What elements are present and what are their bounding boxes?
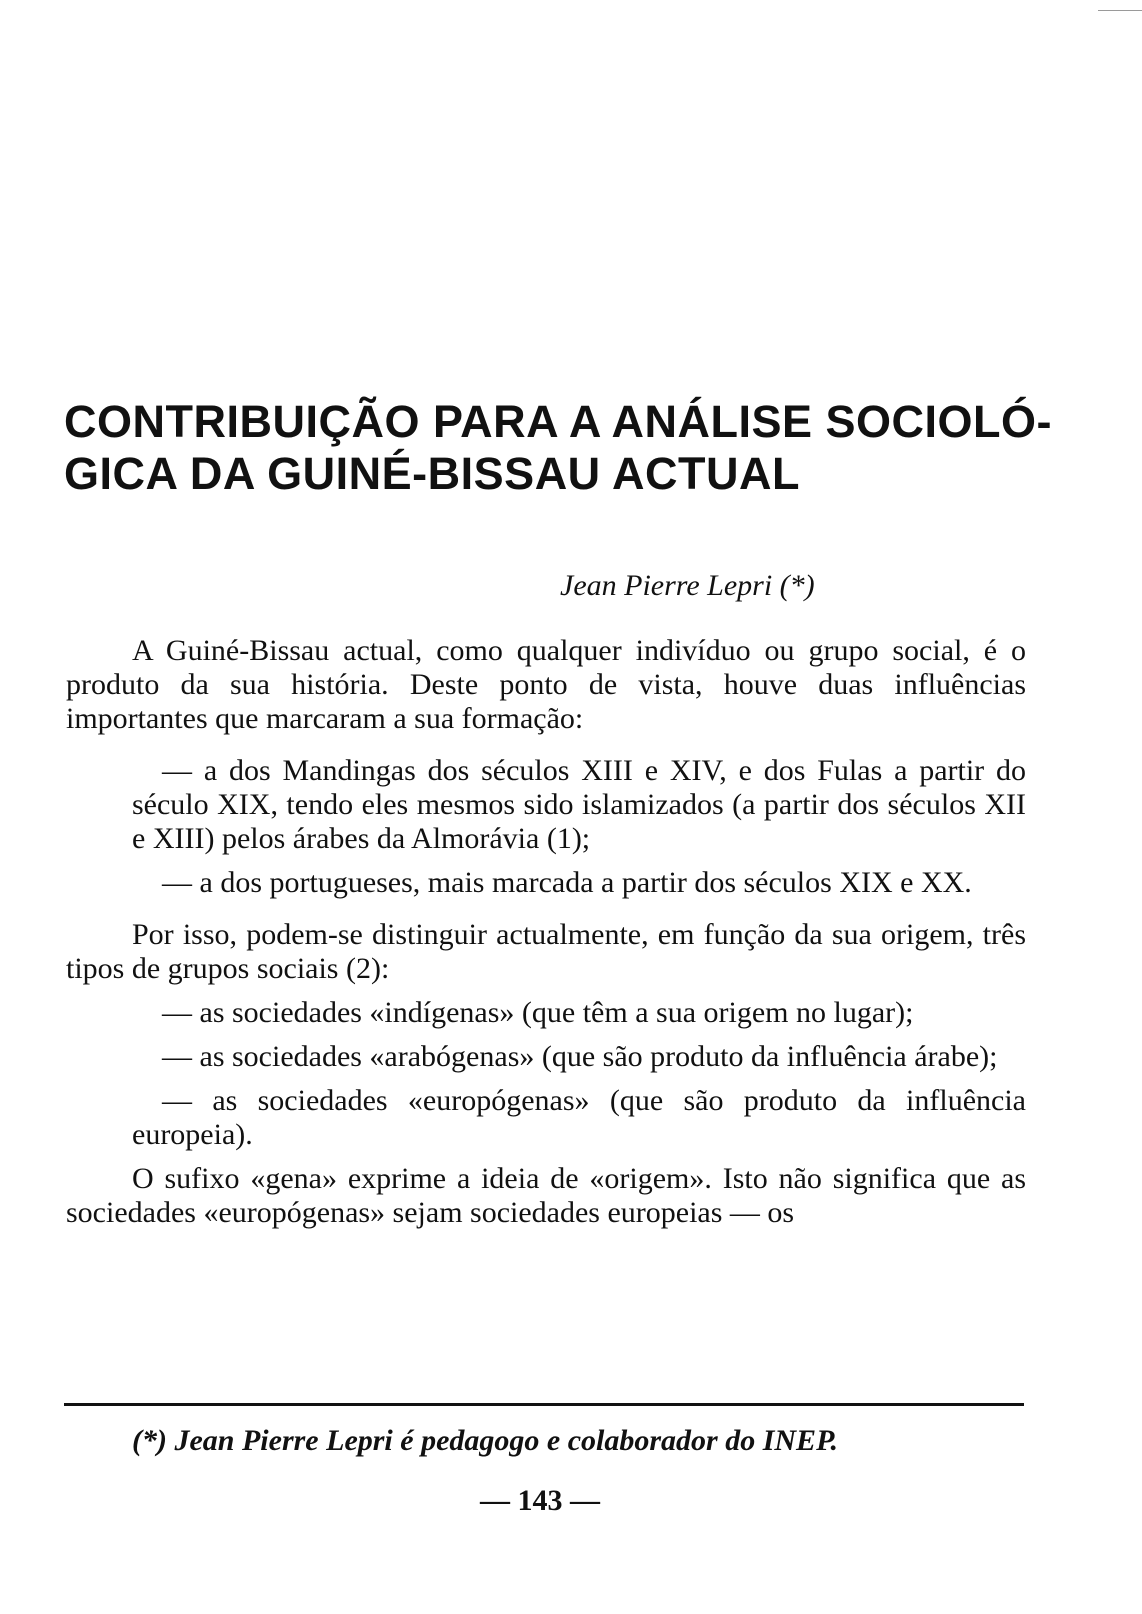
intro-paragraph: A Guiné-Bissau actual, como qualquer indivíduo ou grupo social, é o produto da sua história. Deste ponto de vista, houve duas influências importantes que marcaram a sua formação: [66, 634, 1026, 735]
author-byline: Jean Pierre Lepri (*) [560, 569, 815, 602]
article-title [64, 396, 1064, 500]
groups-intro-paragraph: Por isso, podem-se distinguir actualmente, em função da sua origem, três tipos de grupos sociais (2): [66, 918, 1026, 985]
title-line-1: CONTRIBUIÇÃO PARA A ANÁLISE SOCIOLÓ- [64, 396, 1052, 447]
suffix-paragraph: O sufixo «gena» exprime a ideia de «origem». Isto não significa que as sociedades «europógenas» sejam sociedades europeias — os [66, 1162, 1026, 1229]
article-body [66, 634, 1026, 1230]
group-item: — as sociedades «indígenas» (que têm a sua origem no lugar); [162, 996, 914, 1029]
footnote-divider [64, 1403, 1024, 1406]
influence-item: — a dos Mandingas dos séculos XIII e XIV, e dos Fulas a partir do século XIX, tendo eles mesmos sido islamizados (a partir dos séculos XII e XIII) pelos árabes da Almorávia (1); [132, 754, 1026, 855]
page-number: — 143 — [480, 1484, 600, 1517]
group-item: — as sociedades «arabógenas» (que são produto da influência árabe); [162, 1040, 998, 1073]
group-item: — as sociedades «europógenas» (que são produto da influência europeia). [132, 1084, 1026, 1151]
footnote: (*) Jean Pierre Lepri é pedagogo e colaborador do INEP. [132, 1424, 839, 1457]
influence-item: — a dos portugueses, mais marcada a partir dos séculos XIX e XX. [162, 866, 972, 899]
scan-corner-mark [1098, 10, 1142, 11]
title-line-2: GICA DA GUINÉ-BISSAU ACTUAL [64, 448, 800, 499]
